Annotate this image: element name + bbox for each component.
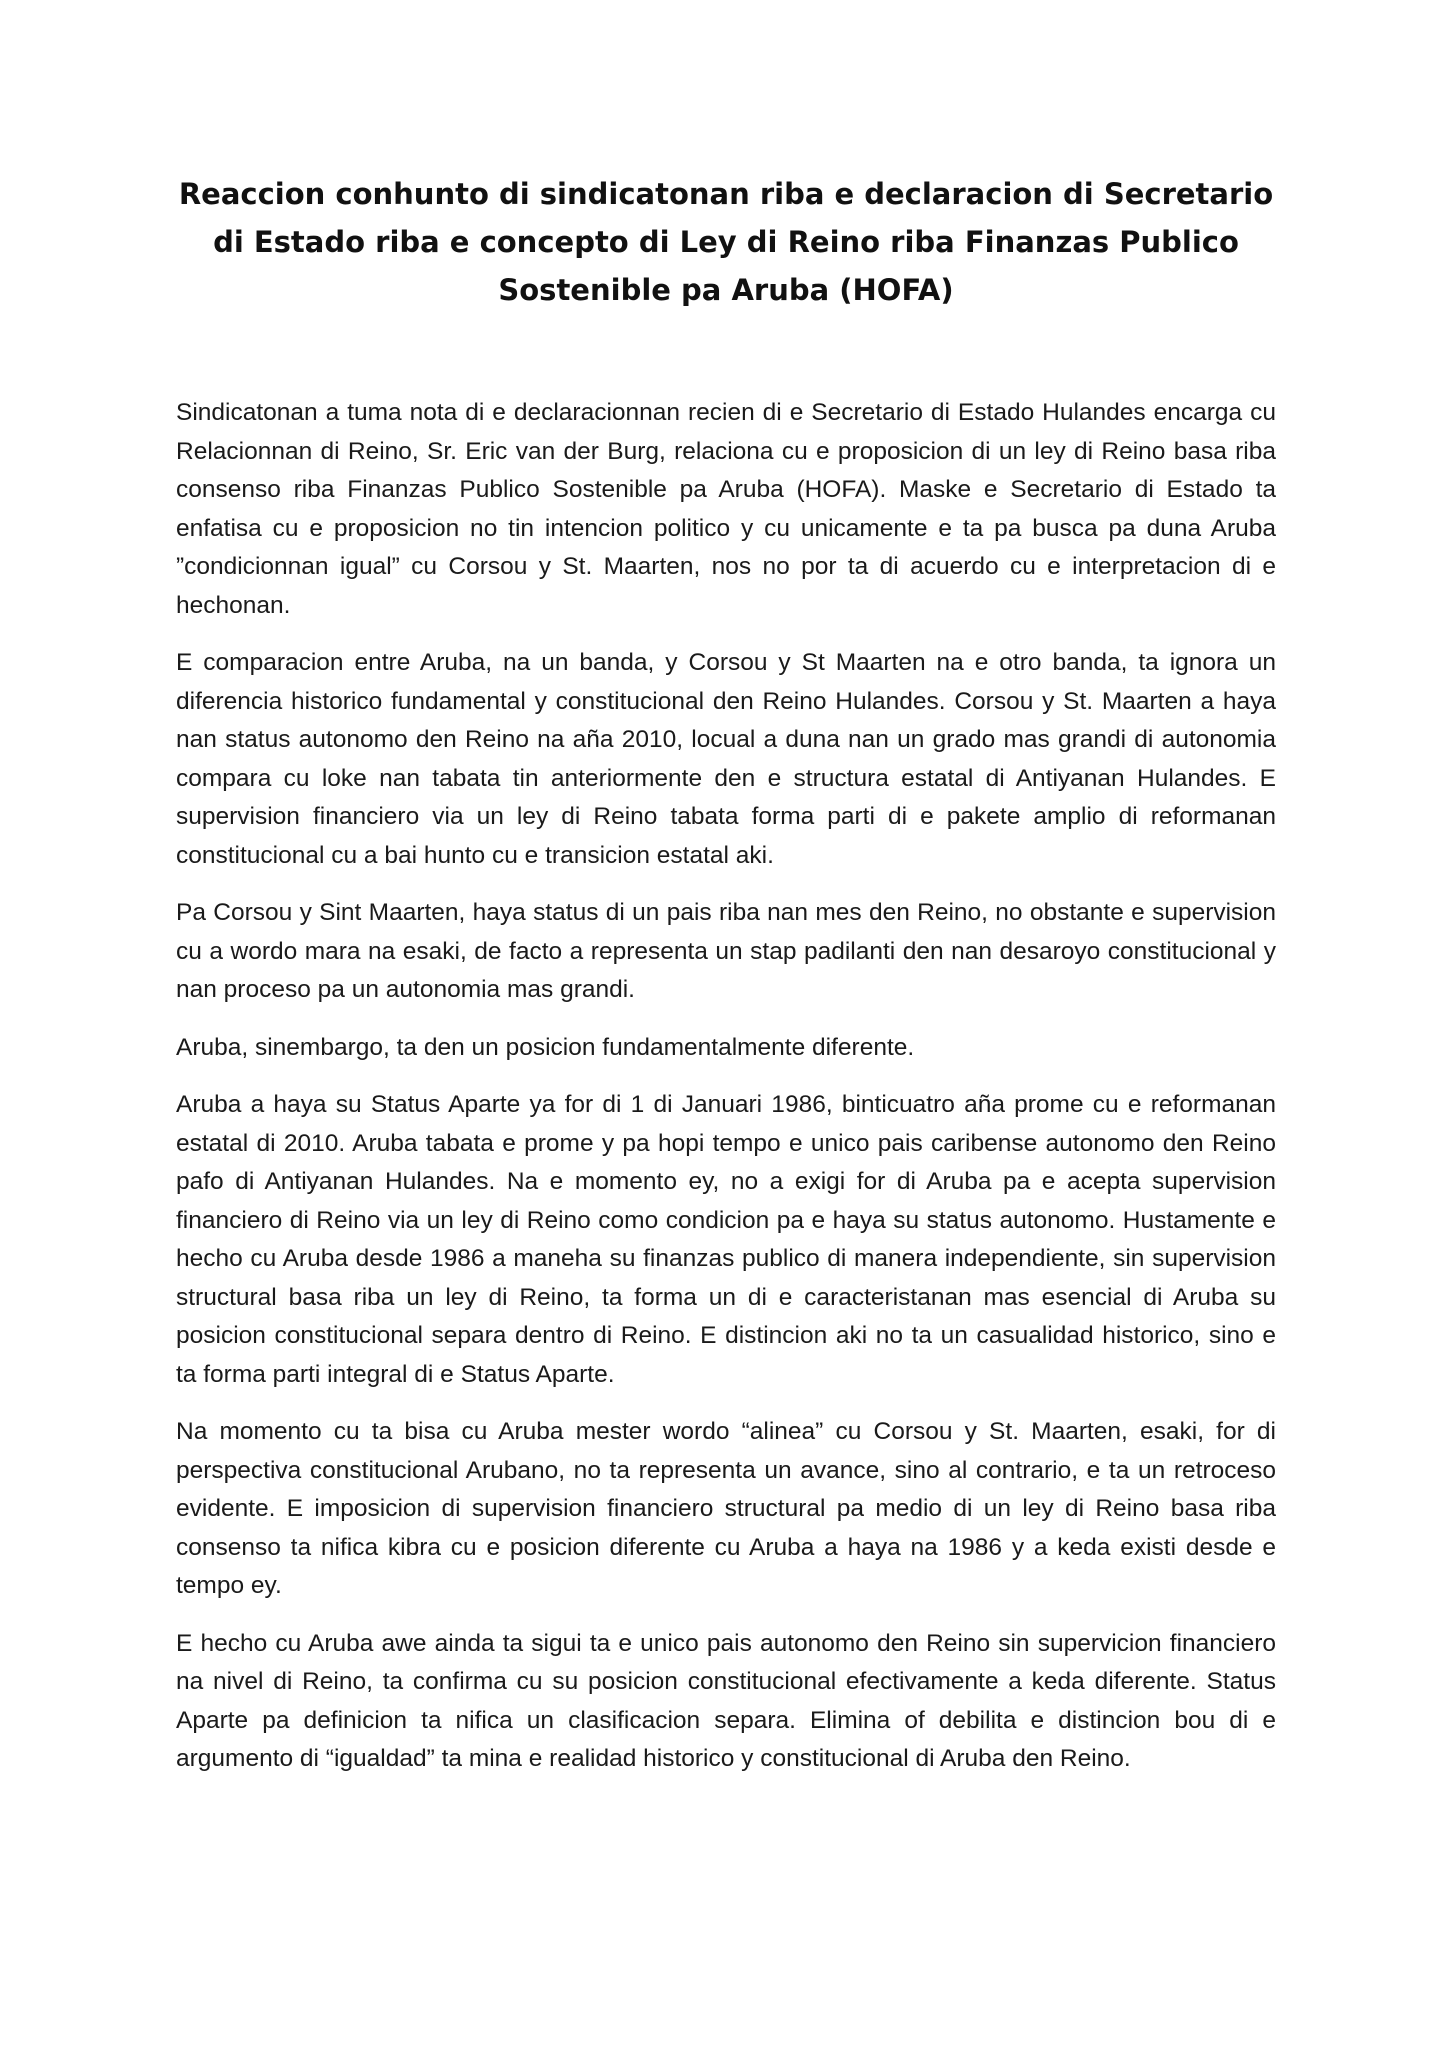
paragraph: E hecho cu Aruba awe ainda ta sigui ta e unico pais autonomo den Reino sin supervicion financiero na nivel di Reino, ta confirma cu su posicion constitucional efectivamente a keda diferente. Status Aparte pa definicion ta nifica un clasificacion separa. Elimina of debilita e distincion bou di e argumento di “igualdad” ta mina e realidad historico y constitucional di Aruba den Reino.: [176, 1629, 1276, 1772]
paragraph: Aruba a haya su Status Aparte ya for di 1 di Januari 1986, binticuatro aña prome cu e reformanan estatal di 2010. Aruba tabata e prome y pa hopi tempo e unico pais caribense autonomo den Reino pafo di Antiyanan Hulandes. Na e momento ey, no a exigi for di Aruba pa e acepta supervision financiero di Reino via un ley di Reino como condicion pa e haya su status autonomo. Hustamente e hecho cu Aruba desde 1986 a maneha su finanzas publico di manera independiente, sin supervision structural basa riba un ley di Reino, ta forma un di e caracteristanan mas esencial di Aruba su posicion constitucional separa dentro di Reino. E distincion aki no ta un casualidad historico, sino e ta forma parti integral di e Status Aparte.: [176, 1091, 1276, 1388]
paragraph: Sindicatonan a tuma nota di e declaracionnan recien di e Secretario di Estado Hulandes encarga cu Relacionnan di Reino, Sr. Eric van der Burg, relaciona cu e proposicion di un ley di Reino basa riba consenso riba Finanzas Publico Sostenible pa Aruba (HOFA). Maske e Secretario di Estado ta enfatisa cu e proposicion no tin intencion politico y cu unicamente e ta pa busca pa duna Aruba ”condicionnan igual” cu Corsou y St. Maarten, nos no por ta di acuerdo cu e interpretacion di e hechonan.: [176, 399, 1276, 619]
document-body: [176, 394, 1276, 1779]
paragraph: E comparacion entre Aruba, na un banda, y Corsou y St Maarten na e otro banda, ta ignora un diferencia historico fundamental y constitucional den Reino Hulandes. Corsou y St. Maarten a haya nan status autonomo den Reino na aña 2010, locual a duna nan un grado mas grandi di autonomia compara cu loke nan tabata tin anteriormente den e structura estatal di Antiyanan Hulandes. E supervision financiero via un ley di Reino tabata forma parti di e pakete amplio di reformanan constitucional cu a bai hunto cu e transicion estatal aki.: [176, 649, 1276, 869]
paragraph: Na momento cu ta bisa cu Aruba mester wordo “alinea” cu Corsou y St. Maarten, esaki, for di perspectiva constitucional Arubano, no ta representa un avance, sino al contrario, e ta un retroceso evidente. E imposicion di supervision financiero structural pa medio di un ley di Reino basa riba consenso ta nifica kibra cu e posicion diferente cu Aruba a haya na 1986 y a keda existi desde e tempo ey.: [176, 1418, 1276, 1599]
document-title: Reaccion conhunto di sindicatonan riba e declaracion di Secretario di Estado riba e concepto di Ley di Reino riba Finanzas Publico Sostenible pa Aruba (HOFA): [178, 177, 1274, 307]
paragraph: Pa Corsou y Sint Maarten, haya status di un pais riba nan mes den Reino, no obstante e supervision cu a wordo mara na esaki, de facto a representa un stap padilanti den nan desaroyo constitucional y nan proceso pa un autonomia mas grandi.: [176, 899, 1276, 1003]
document-page: [176, 170, 1276, 1798]
paragraph: Aruba, sinembargo, ta den un posicion fundamentalmente diferente.: [176, 1033, 915, 1061]
